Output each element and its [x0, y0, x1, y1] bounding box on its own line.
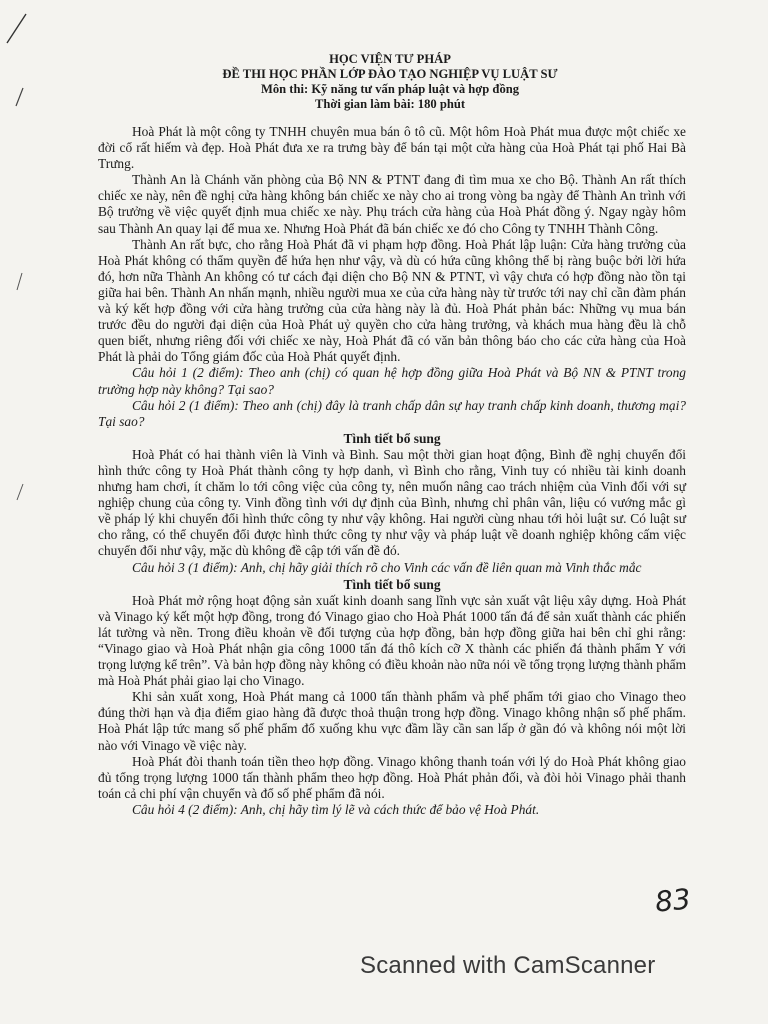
paragraph: Hoà Phát mở rộng hoạt động sản xuất kinh doanh sang lĩnh vực sản xuất vật liệu xây dựng. Hoà Phát và Vinago ký kết một hợp đồng, trong đó Vinago giao cho Hoà Phát 1000 tấn đá để sản xuất thành các phiến lát tường và nền. Trong điều khoản về đối tượng của hợp đồng, bản hợp đồng giữa hai bên chỉ ghi rằng: “Vinago giao và Hoà Phát nhận gia công 1000 tấn đá thô kích cỡ X thành các phiến đá thành phẩm Y với trọng lượng kể trên”. Và bản hợp đồng này không có điều khoản nào nữa nói về tổng trọng lượng thành phẩm mà Hoà Phát phải giao lại cho Vinago.	[98, 592, 686, 689]
paragraph: Khi sản xuất xong, Hoà Phát mang cả 1000 tấn thành phẩm và phế phẩm tới giao cho Vinago theo đúng thời hạn và địa điểm giao hàng đã được thoả thuận trong hợp đồng. Vinago không nhận số phế phẩm. Hoà Phát lập tức mang số phế phẩm đổ xuống khu vực đầm lầy cần san lấp ở gần đó và không nói một lời nào với Vinago về việc này.	[98, 689, 686, 753]
handwritten-score: 83	[653, 882, 693, 919]
paragraph: Hoà Phát đòi thanh toán tiền theo hợp đồng. Vinago không thanh toán với lý do Hoà Phát không giao đủ tổng trọng lượng 1000 tấn thành phẩm theo hợp đồng. Hoà Phát phản đối, và đòi hỏi Vinago phải thanh toán cả chi phí vận chuyển và đổ số phế phẩm đã nói.	[98, 753, 686, 801]
subject-line: Môn thi: Kỹ năng tư vấn pháp luật và hợp đồng	[260, 82, 520, 96]
paragraph: Thành An rất bực, cho rằng Hoà Phát đã vi phạm hợp đồng. Hoà Phát lập luận: Cửa hàng trưởng của Hoà Phát không có thẩm quyền để hứa hẹn như vậy, và dù có hứa cũng không thể bị ràng buộc bởi lời hứa đó, hơn nữa Thành An không có tư cách đại diện cho Bộ NN & PTNT, vì vậy chưa có hợp đồng nào tồn tại giữa hai bên. Thành An nhấn mạnh, nhiều người mua xe của cửa hàng này từ trước tới nay chỉ cần đàm phán và ký kết hợp đồng với cửa hàng trưởng của cửa hàng này là đủ. Hoà Phát phản bác: Những vụ mua bán trước đều do người đại diện của Hoà Phát uỷ quyền cho cửa hàng trưởng, và khách mua hàng đều là chỗ quen biết, nhưng riêng đối với chiếc xe này, Hoà Phát đã có văn bản thông báo cho các cửa hàng của Hoà Phát là phải do Tổng giám đốc của Hoà Phát quyết định.	[98, 236, 686, 365]
question-3: Câu hỏi 3 (1 điểm): Anh, chị hãy giải thích rõ cho Vinh các vấn đề liên quan mà Vinh thắc mắc	[132, 559, 642, 575]
question-4: Câu hỏi 4 (2 điểm): Anh, chị hãy tìm lý lẽ và cách thức để bảo vệ Hoà Phát.	[132, 801, 540, 817]
exam-body	[98, 124, 686, 818]
paragraph: Hoà Phát là một công ty TNHH chuyên mua bán ô tô cũ. Một hôm Hoà Phát mua được một chiếc xe đời cổ rất hiếm và đẹp. Hoà Phát đưa xe ra trưng bày để bán tại một cửa hàng của Hoà Phát tại phố Hai Bà Trưng.	[98, 124, 686, 172]
question-2: Câu hỏi 2 (1 điểm): Theo anh (chị) đây là tranh chấp dân sự hay tranh chấp kinh doanh, thương mại? Tại sao?	[98, 397, 686, 429]
pen-stroke-mark	[4, 10, 30, 46]
paragraph: Thành An là Chánh văn phòng của Bộ NN & PTNT đang đi tìm mua xe cho Bộ. Thành An rất thích chiếc xe này, nên đề nghị cửa hàng không bán chiếc xe này cho ai trong vòng ba ngày để Thành An trình với Bộ trưởng về việc quyết định mua chiếc xe này. Phụ trách cửa hàng của Hoà Phát đồng ý. Ngay ngày hôm sau Thành An quay lại để mua xe. Nhưng Hoà Phát đã bán chiếc xe đó cho Công ty TNHH Thành Công.	[98, 172, 686, 236]
exam-header	[150, 52, 630, 112]
paragraph: Hoà Phát có hai thành viên là Vinh và Bình. Sau một thời gian hoạt động, Bình đề nghị chuyển đổi hình thức công ty Hoà Phát thành công ty hợp danh, vì Bình cho rằng, Vinh tuy có nhiều tài kinh doanh nhưng ham chơi, ít chăm lo tới công việc của công ty, nên muốn nâng cao trách nhiệm của Vinh đối với sự nghiệp chung của công ty. Vinh đồng tình với dự định của Bình, nhưng chỉ phân vân, liệu có vướng mắc gì về pháp lý khi chuyển đổi hình thức công ty như vậy không. Hai người cùng nhau tới hỏi luật sư. Có luật sư cho rằng, có thể chuyển đổi được hình thức công ty như vậy và pháp luật về doanh nghiệp không cấm việc chuyển đổi như vậy, mặc dù không đề cập tới vấn đề đó.	[98, 446, 686, 559]
scanner-watermark: Scanned with CamScanner	[360, 952, 656, 979]
section-heading: Tình tiết bổ sung	[343, 430, 441, 446]
pen-tick-mark	[14, 86, 26, 108]
pen-tick-mark	[14, 480, 26, 502]
pen-tick-mark	[14, 270, 26, 292]
question-1: Câu hỏi 1 (2 điểm): Theo anh (chị) có quan hệ hợp đồng giữa Hoà Phát và Bộ NN & PTNT trong trường hợp này không? Tại sao?	[98, 365, 686, 397]
section-heading: Tình tiết bổ sung	[343, 576, 441, 592]
exam-title: ĐỀ THI HỌC PHẦN LỚP ĐÀO TẠO NGHIỆP VỤ LUẬT SƯ	[222, 67, 558, 81]
institution-name: HỌC VIỆN TƯ PHÁP	[329, 52, 451, 66]
duration-line: Thời gian làm bài: 180 phút	[314, 97, 466, 111]
